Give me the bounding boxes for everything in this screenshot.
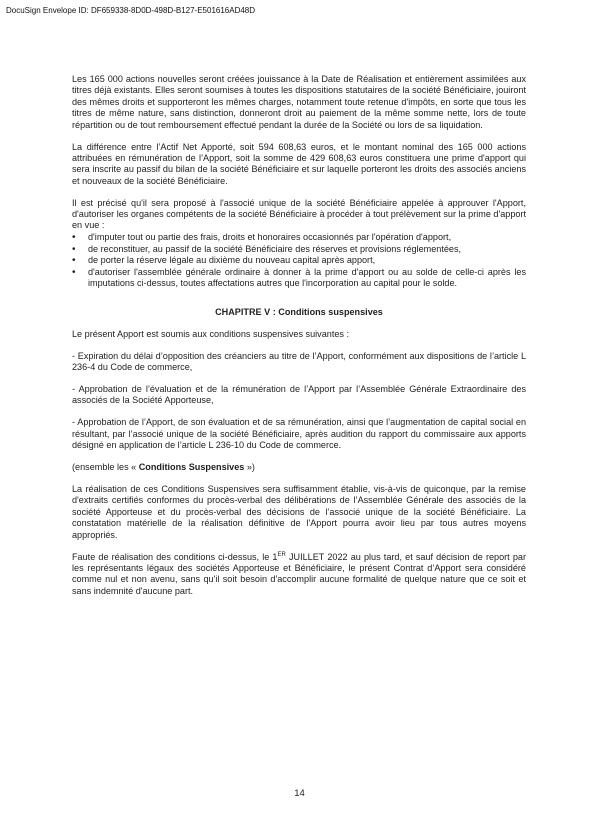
conditions-definition bbox=[72, 462, 526, 473]
paragraph-difference: La différence entre l’Actif Net Apporté, soit 594 608,63 euros, et le montant nominal des 165 000 actions attribuées en rémunération de l’Apport, soit la somme de 429 608,63 euros constituera une prime d'apport qui sera inscrite au passif du bilan de la société Bénéficiaire et sur laquelle porteront les droits des associés anciens et nouveaux de la société Bénéficiaire. bbox=[72, 141, 526, 186]
list-item: • d'imputer tout ou partie des frais, droits et honoraires occasionnés par l'opération d'apport, bbox=[72, 232, 526, 243]
page-number: 14 bbox=[294, 788, 305, 799]
prime-apport-list bbox=[72, 232, 526, 289]
definition-term: Conditions Suspensives bbox=[138, 462, 245, 473]
envelope-id: DocuSign Envelope ID: DF659338-8D0D-498D-B127-E501616AD48D bbox=[6, 6, 256, 15]
paragraph-conditions-intro: Le présent Apport est soumis aux conditions suspensives suivantes : bbox=[72, 328, 350, 339]
list-item: • de reconstituer, au passif de la société Bénéficiaire des réserves et provisions réglementées, bbox=[72, 244, 526, 255]
paragraph-actions: Les 165 000 actions nouvelles seront créées jouissance à la Date de Réalisation et entièrement assimilées aux titres déjà existants. Elles seront soumises à toutes les dispositions statutaires de la société Bénéficiaire, jouiront des mêmes droits et supporteront les mêmes charges, notamment toute retenue d'impôts, en sorte que tous les titres de même nature, sans distinction, donneront droit au paiement de la même somme nette, lors de toute répartition ou de tout remboursement effectué pendant la durée de la Société ou lors de sa liquidation. bbox=[72, 74, 526, 130]
paragraph-condition-2: - Approbation de l’évaluation et de la rémunération de l’Apport par l’Assemblée Générale Extraordinaire des associés de la Société Apporteuse, bbox=[72, 384, 526, 406]
paragraph-precision: Il est précisé qu'il sera proposé à l'associé unique de la société Bénéficiaire appelée à approuver l'Apport, d'autoriser les organes compétents de la société Bénéficiaire à procéder à tout prélèvement sur la prime d'apport en vue : bbox=[72, 197, 526, 231]
faute-superscript: ER bbox=[277, 551, 286, 558]
list-item: • d'autoriser l'assemblée générale ordinaire à donner à la prime d'apport ou au solde de celle-ci après les imputations ci-dessus, toutes affectations autres que l'incorporation au capital pour le solde. bbox=[72, 267, 526, 290]
definition-prefix: (ensemble les « bbox=[72, 462, 139, 473]
faute-after: JUILLET 2022 au plus tard, et sauf décision de report par les représentants légaux des sociétés Apporteuse et Bénéficiaire, le présent Contrat d’Apport sera considéré comme nul et non avenu, sans qu'il soit besoin d'accomplir aucune formalité de quelque nature que ce soit et sans indemnité d'aucune part. bbox=[72, 551, 526, 596]
definition-suffix: ») bbox=[244, 462, 255, 473]
faute-before: Faute de réalisation des conditions ci-dessus, le 1 bbox=[72, 551, 278, 562]
paragraph-condition-1: - Expiration du délai d’opposition des créanciers au titre de l’Apport, conformément aux dispositions de l’article L 236-4 du Code de commerce, bbox=[72, 350, 526, 373]
document-body bbox=[72, 74, 526, 608]
list-item: • de porter la réserve légale au dixième du nouveau capital après apport, bbox=[72, 255, 526, 266]
chapter-title: CHAPITRE V : Conditions suspensives bbox=[215, 307, 383, 318]
paragraph-realisation: La réalisation de ces Conditions Suspensives sera suffisamment établie, vis-à-vis de quiconque, par la remise d'extraits certifiés conformes du procès-verbal des délibérations de l’Assemblée Générale des associés de la société Apporteuse et du procès-verbal des décisions de l’associé unique de la société Bénéficiaire. La constatation matérielle de la réalisation définitive de l'Apport pourra avoir lieu par tous autres moyens appropriés. bbox=[72, 483, 526, 540]
paragraph-condition-3: - Approbation de l’Apport, de son évaluation et de sa rémunération, ainsi que l’augmentation de capital social en résultant, par l’associé unique de la société Bénéficiaire, après audition du rapport du commissaire aux apports désigné en application de l’article L 236-10 du Code de commerce. bbox=[72, 417, 526, 451]
paragraph-faute bbox=[72, 552, 526, 598]
